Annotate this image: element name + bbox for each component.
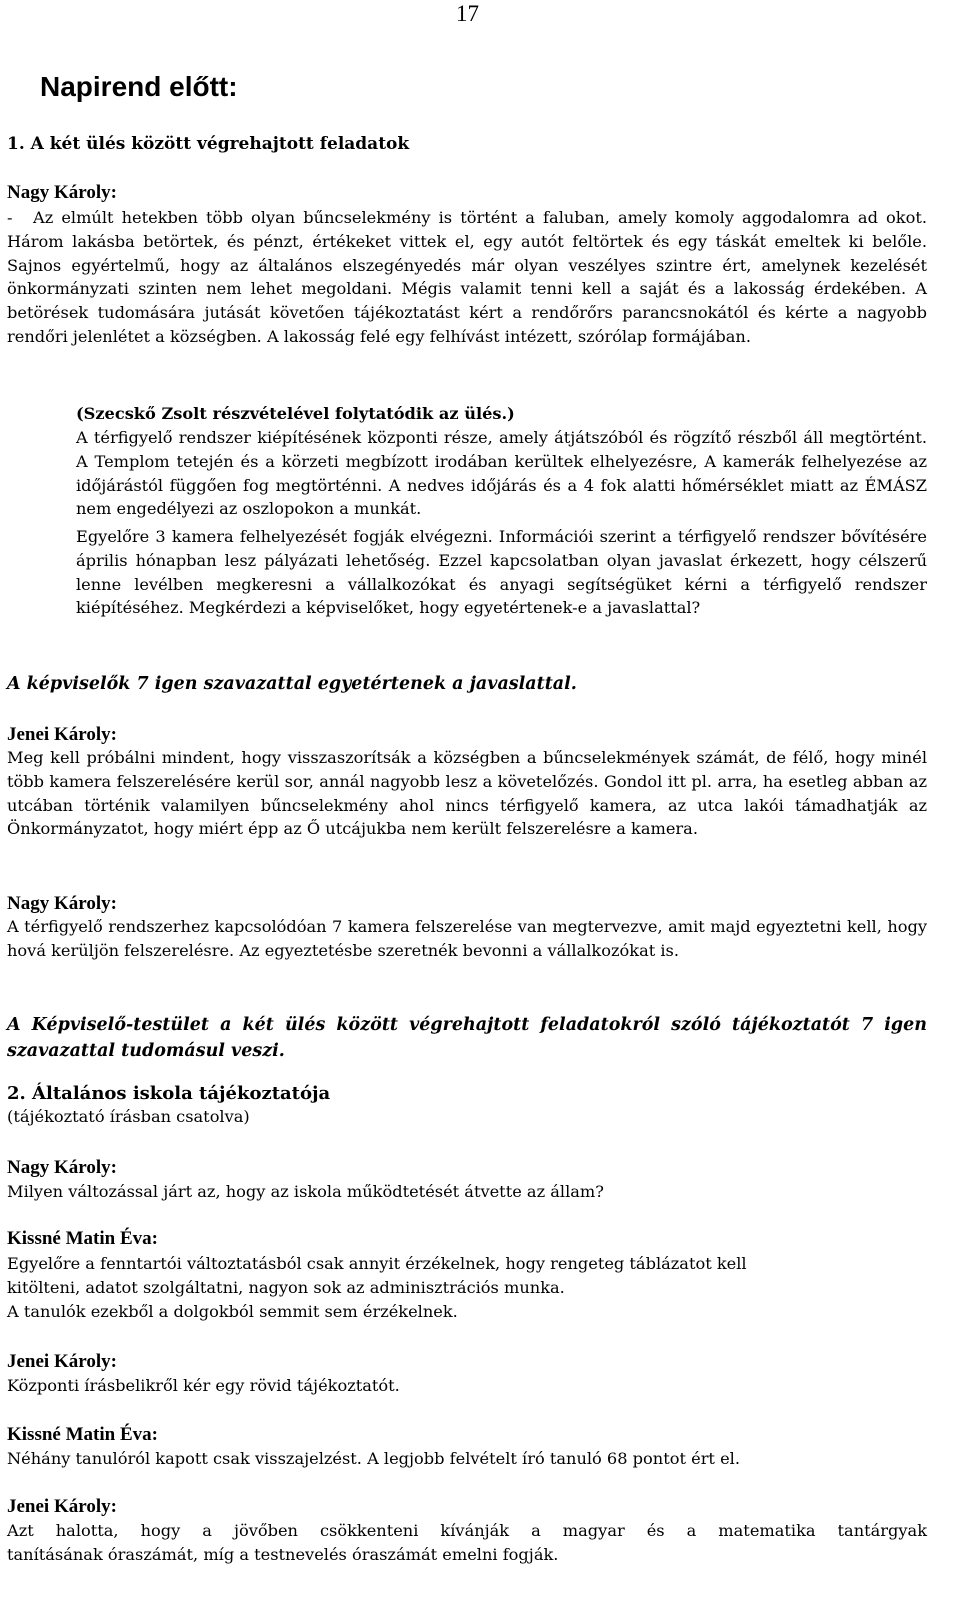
paragraph-crime-report: Az elmúlt hetekben több olyan bűncselekmény is történt a faluban, amely komoly aggodalomra ad okot. Három lakásba betörtek, és pénzt, értékeket vittek el, egy autót feltörtek és egy táskát emeltek ki belőle. Sajnos egyértelmű, hogy az általános elszegényedés már olyan veszélyes szintre ért, amelynek kezelését önkormányzati szinten nem lehet megoldani. Mégis valamit tenni kell a saját és a lakosság érdekében. A betörések tudomására jutását követően tájékoztatást kért a rendőrőrs parancsnokától és kérte a nagyobb rendőri jelenlétet a községben. A lakosság felé egy felhívást intézett, szórólap formájában. xyxy=(7,208,927,346)
note-attendance: (Szecskő Zsolt részvételével folytatódik az ülés.) xyxy=(76,404,515,423)
text-line: kitölteni, adatot szolgáltatni, nagyon sok az adminisztrációs munka. xyxy=(7,1277,565,1297)
text-line: Milyen változással járt az, hogy az iskola működtetését átvette az állam? xyxy=(7,1182,604,1201)
speaker-kissne-matin-eva-1: Kissné Matin Éva: xyxy=(7,1228,158,1249)
paragraph-camera-plan: A térfigyelő rendszerhez kapcsolódóan 7 kamera felszerelése van megtervezve, amit majd egyeztetni kell, hogy hová kerüljön felszerelésre. Az egyeztetésbe szeretnék bevonni a vállalkozókat is. xyxy=(7,917,927,960)
speaker-nagy-karoly-3: Nagy Károly: xyxy=(7,1157,117,1178)
section-1-heading: 1. A két ülés között végrehajtott feladatok xyxy=(7,134,410,154)
bullet-dash: - xyxy=(7,208,13,227)
page-number: 17 xyxy=(456,1,479,26)
speaker-nagy-karoly-2: Nagy Károly: xyxy=(7,893,117,914)
text-line: Egyelőre a fenntartói változtatásból csak annyit érzékelnek, hogy rengeteg táblázatot kell xyxy=(7,1254,747,1273)
text-line: A tanulók ezekből a dolgokból semmit sem érzékelnek. xyxy=(7,1301,458,1321)
bullet-paragraph xyxy=(7,206,927,349)
paragraph-camera-expansion: Egyelőre 3 kamera felhelyezését fogják elvégezni. Információi szerint a térfigyelő rendszer bővítésére április hónapban lesz pályázati lehetőség. Ezzel kapcsolatban olyan javaslat érkezett, hogy célszerű lenne levélben megkeresni a vállalkozókat és anyagi segítségüket kérni a térfigyelő rendszer kiépítéséhez. Megkérdezi a képviselőket, hogy egyetértenek-e a javaslattal? xyxy=(76,527,927,618)
speaker-jenei-karoly-2: Jenei Károly: xyxy=(7,1351,117,1372)
paragraph-lesson-hours xyxy=(7,1519,927,1567)
speaker-jenei-karoly-3: Jenei Károly: xyxy=(7,1496,117,1517)
section-2-heading: 2. Általános iskola tájékoztatója xyxy=(7,1083,331,1104)
speaker-kissne-matin-eva-2: Kissné Matin Éva: xyxy=(7,1424,158,1445)
text-line: Néhány tanulóról kapott csak visszajelzést. A legjobb felvételt író tanuló 68 pontot ért el. xyxy=(7,1449,740,1468)
question-school-change xyxy=(7,1180,927,1204)
speaker-nagy-karoly-1: Nagy Károly: xyxy=(7,182,117,203)
paragraph-jenei-cameras: Meg kell próbálni mindent, hogy visszaszorítsák a községben a bűncselekmények számát, de félő, hogy minél több kamera felszerelésére kerül sor, annál nagyobb lesz a követelőzés. Gondol itt pl. arra, ha esetleg abban az utcában történik valamilyen bűncselekmény ahol nincs térfigyelő kamera, az utca lakói támadhatják az Önkormányzatot, hogy miért épp az Ő utcájukba nem került felszerelésre a kamera. xyxy=(7,748,927,839)
text-line: Központi írásbelikről kér egy rövid tájékoztatót. xyxy=(7,1376,400,1395)
page-title: Napirend előtt: xyxy=(40,71,238,102)
question-central-exams xyxy=(7,1374,927,1398)
text-line: Azt halotta, hogy a jövőben csökkenteni kívánják a magyar és a matematika tantárgyak xyxy=(7,1521,927,1540)
section-2-subheading: (tájékoztató írásban csatolva) xyxy=(7,1107,250,1126)
decision-1: A képviselők 7 igen szavazattal egyetértenek a javaslattal. xyxy=(7,674,577,694)
decision-2: A Képviselő-testület a két ülés között végrehajtott feladatokról szóló tájékoztatót 7 igen szavazattal tudomásul veszi. xyxy=(7,1015,927,1061)
answer-exam-results xyxy=(7,1447,927,1471)
paragraph-camera-system: A térfigyelő rendszer kiépítésének központi része, amely átjátszóból és rögzítő részből áll megtörtént. A Templom tetején és a körzeti megbízott irodában kerültek elhelyezésre, A kamerák felhelyezése az időjárástól függően fog megtörténni. A nedves időjárás és a 4 fok alatti hőmérséklet miatt az ÉMÁSZ nem engedélyezi az oszlopokon a munkát. xyxy=(76,428,927,519)
answer-admin-burden xyxy=(7,1252,927,1323)
speaker-jenei-karoly-1: Jenei Károly: xyxy=(7,724,117,745)
text-line: tanításának óraszámát, míg a testnevelés óraszámát emelni fogják. xyxy=(7,1544,559,1564)
